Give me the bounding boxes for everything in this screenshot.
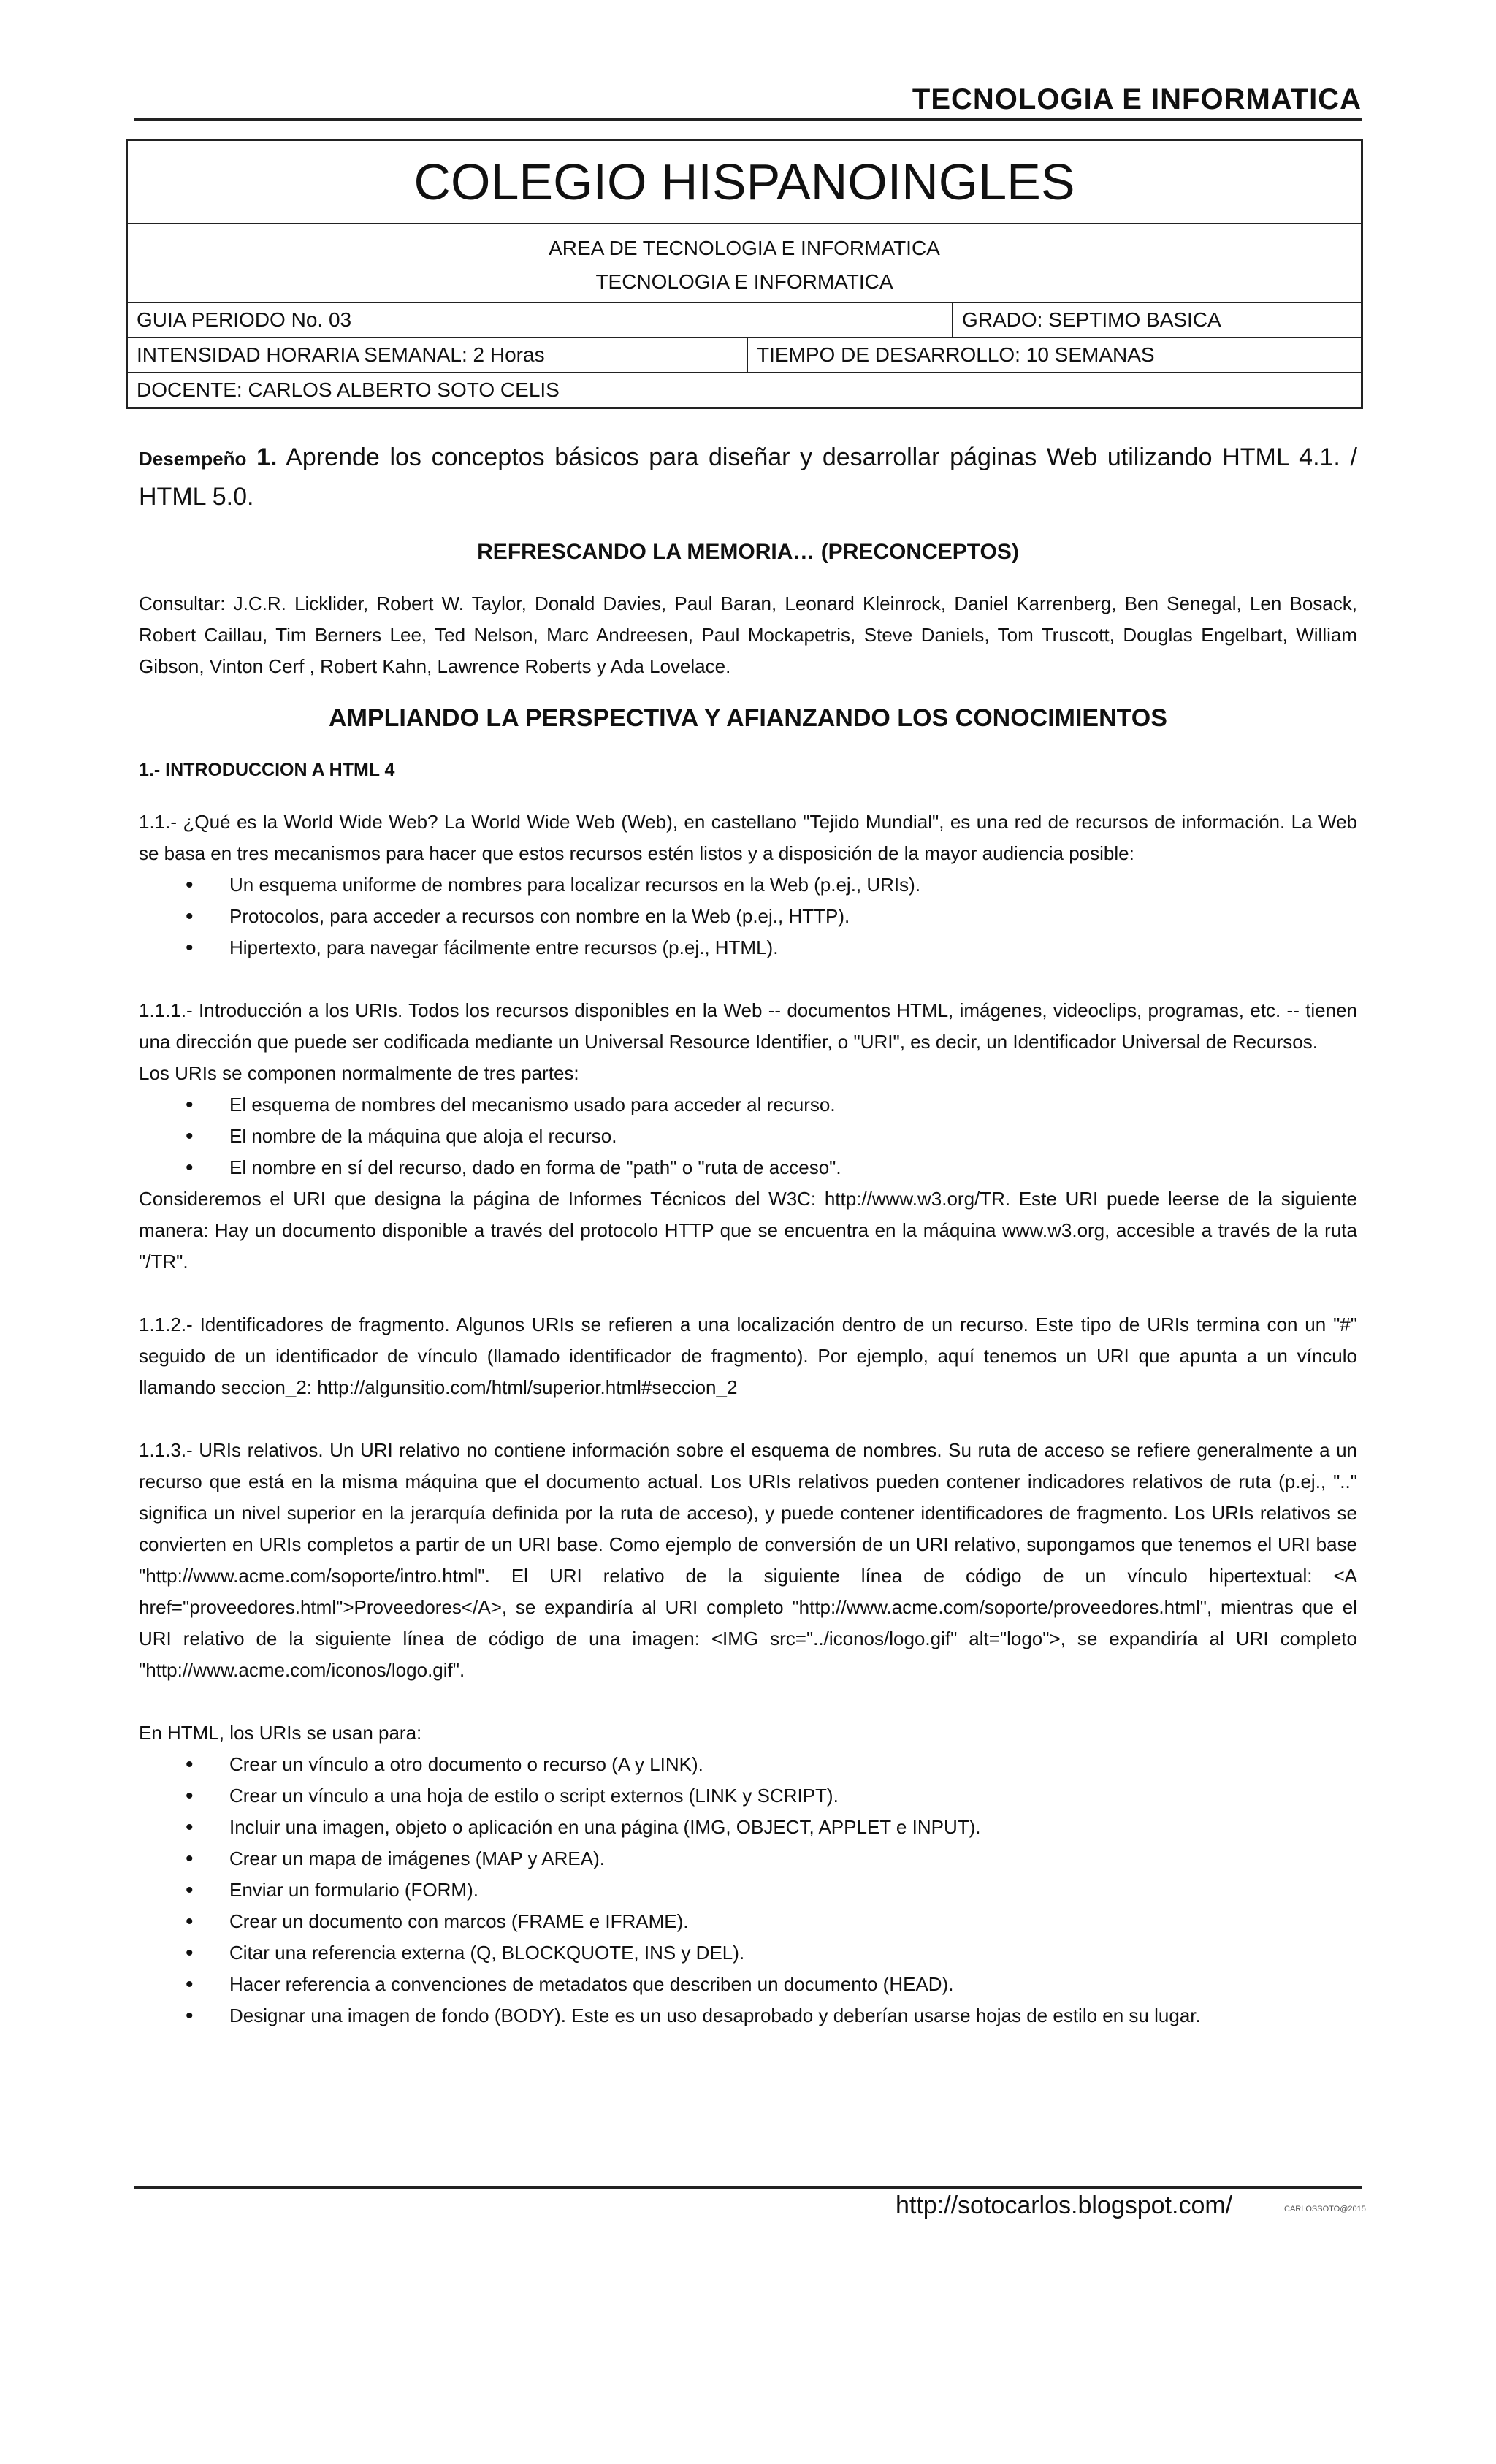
html-uses-list xyxy=(139,1749,1357,2032)
performance-statement xyxy=(139,438,1357,516)
paragraph-1-1-2: 1.1.2.- Identificadores de fragmento. Algunos URIs se refieren a una localización dentro de un recurso. Este tipo de URIs termina con un "#" seguido de un identificador de vínculo (llamado identificador de fragmento). Por ejemplo, aquí tenemos un URI que apunta a un vínculo llamando seccion_2: http://algunsitio.com/html/superior.html#seccion_2 xyxy=(139,1313,1357,1398)
performance-text: Aprende los conceptos básicos para diseñar y desarrollar páginas Web utilizando HTML 4.1. / HTML 5.0. xyxy=(139,443,1358,511)
performance-label: Desempeño xyxy=(139,448,247,470)
list-item: • El nombre de la máquina que aloja el recurso. xyxy=(229,1121,1357,1152)
footer-rule xyxy=(134,2186,1362,2189)
paragraph-1-1: 1.1.- ¿Qué es la World Wide Web? La World Wide Web (Web), en castellano "Tejido Mundial", es una red de recursos de información. La Web se basa en tres mecanismos para hacer que estos recursos estén listos y a disposición de la mayor audiencia posible: xyxy=(139,811,1357,864)
list-item: • Enviar un formulario (FORM). xyxy=(229,1874,1357,1906)
uri-parts-list xyxy=(139,1089,1357,1183)
guide-period: GUIA PERIODO No. 03 xyxy=(137,308,352,331)
document-body xyxy=(139,438,1357,2032)
performance-number: 1. xyxy=(256,443,278,471)
list-item: • El esquema de nombres del mecanismo usado para acceder al recurso. xyxy=(229,1089,1357,1121)
area-block xyxy=(128,223,1361,302)
paragraph-1-1-3: 1.1.3.- URIs relativos. Un URI relativo no contiene información sobre el esquema de nombres. Su ruta de acceso se refiere generalmente a un recurso que está en la misma máquina que el documento actual. Los URIs relativos pueden contener indicadores relativos de ruta (p.ej., ".." significa un nivel superior en la jerarquía definida por la ruta de acceso), y puede contener identificadores de fragmento. Los URIs relativos se convierten en URIs completos a partir de un URI base. Como ejemplo de conversión de un URI relativo, supongamos que tenemos el URI base "http://www.acme.com/soporte/intro.html". El URI relativo de la siguiente línea de código de un vínculo hipertextual: <A href="proveedores.html">Proveedores</A>, se expandiría al URI completo "http://www.acme.com/soporte/proveedores.html", mientras que el URI relativo de la siguiente línea de código de una imagen: <IMG src="../iconos/logo.gif" alt="logo">, se expandiría al URI completo "http://www.acme.com/iconos/logo.gif". xyxy=(139,1439,1357,1681)
web-mechanisms-list xyxy=(139,869,1357,964)
list-item: • Hipertexto, para navegar fácilmente entre recursos (p.ej., HTML). xyxy=(229,932,1357,964)
area-label: AREA DE TECNOLOGIA E INFORMATICA xyxy=(549,237,940,259)
teacher-row xyxy=(128,372,1361,407)
info-table xyxy=(126,139,1363,409)
list-item: • Un esquema uniforme de nombres para localizar recursos en la Web (p.ej., URIs). xyxy=(229,869,1357,901)
expand-heading: AMPLIANDO LA PERSPECTIVA Y AFIANZANDO LOS CONOCIMIENTOS xyxy=(329,704,1167,732)
paragraph-1-1-1: 1.1.1.- Introducción a los URIs. Todos los recursos disponibles en la Web -- documentos HTML, imágenes, videoclips, programas, etc. -- tienen una dirección que puede ser codificada mediante un Universal Resource Identifier, o "URI", es decir, un Identificador Universal de Recursos. xyxy=(139,999,1357,1053)
list-item: • Crear un mapa de imágenes (MAP y AREA). xyxy=(229,1843,1357,1874)
w3c-example-paragraph: Consideremos el URI que designa la página de Informes Técnicos del W3C: http://www.w3.org/TR. Este URI puede leerse de la siguiente manera: Hay un documento disponible a través del protocolo HTTP que se encuentra en la máquina www.w3.org, accesible a través de la ruta "/TR". xyxy=(139,1188,1357,1273)
list-item: • Citar una referencia externa (Q, BLOCKQUOTE, INS y DEL). xyxy=(229,1937,1357,1969)
development-time: TIEMPO DE DESARROLLO: 10 SEMANAS xyxy=(747,338,1361,372)
list-item: • Incluir una imagen, objeto o aplicación en una página (IMG, OBJECT, APPLET e INPUT). xyxy=(229,1812,1357,1843)
header-subject: TECNOLOGIA E INFORMATICA xyxy=(912,83,1362,115)
list-item: • Protocolos, para acceder a recursos con nombre en la Web (p.ej., HTTP). xyxy=(229,901,1357,932)
grade: GRADO: SEPTIMO BASICA xyxy=(952,303,1361,337)
list-item: • Crear un vínculo a otro documento o recurso (A y LINK). xyxy=(229,1749,1357,1780)
list-item: • Designar una imagen de fondo (BODY). Este es un uso desaprobado y deberían usarse hojas de estilo en su lugar. xyxy=(229,2000,1357,2032)
footer-url: http://sotocarlos.blogspot.com/ xyxy=(896,2192,1233,2219)
guide-row xyxy=(128,302,1361,337)
refresh-heading: REFRESCANDO LA MEMORIA… (PRECONCEPTOS) xyxy=(477,540,1019,564)
school-name: COLEGIO HISPANOINGLES xyxy=(413,153,1075,210)
subarea-label: TECNOLOGIA E INFORMATICA xyxy=(595,270,893,293)
list-item: • El nombre en sí del recurso, dado en forma de "path" o "ruta de acceso". xyxy=(229,1152,1357,1183)
intro-heading: 1.- INTRODUCCION A HTML 4 xyxy=(139,760,395,780)
consult-paragraph: Consultar: J.C.R. Licklider, Robert W. Taylor, Donald Davies, Paul Baran, Leonard Kleinrock, Daniel Karrenberg, Ben Senegal, Len Bosack, Robert Caillau, Tim Berners Lee, Ted Nelson, Marc Andreesen, Paul Mockapetris, Steve Daniels, Tom Truscott, Douglas Engelbart, William Gibson, Vinton Cerf , Robert Kahn, Lawrence Roberts y Ada Lovelace. xyxy=(139,592,1357,677)
uri-parts-intro: Los URIs se componen normalmente de tres partes: xyxy=(139,1062,579,1084)
html-uses-intro: En HTML, los URIs se usan para: xyxy=(139,1722,422,1744)
weekly-hours: INTENSIDAD HORARIA SEMANAL: 2 Horas xyxy=(137,343,545,366)
footer-watermark: CARLOSSOTO@2015 xyxy=(1284,2205,1366,2213)
list-item: • Hacer referencia a convenciones de metadatos que describen un documento (HEAD). xyxy=(229,1969,1357,2000)
header-rule xyxy=(134,118,1362,121)
teacher: DOCENTE: CARLOS ALBERTO SOTO CELIS xyxy=(137,378,560,401)
list-item: • Crear un vínculo a una hoja de estilo o script externos (LINK y SCRIPT). xyxy=(229,1780,1357,1812)
list-item: • Crear un documento con marcos (FRAME e IFRAME). xyxy=(229,1906,1357,1937)
hours-row xyxy=(128,337,1361,372)
